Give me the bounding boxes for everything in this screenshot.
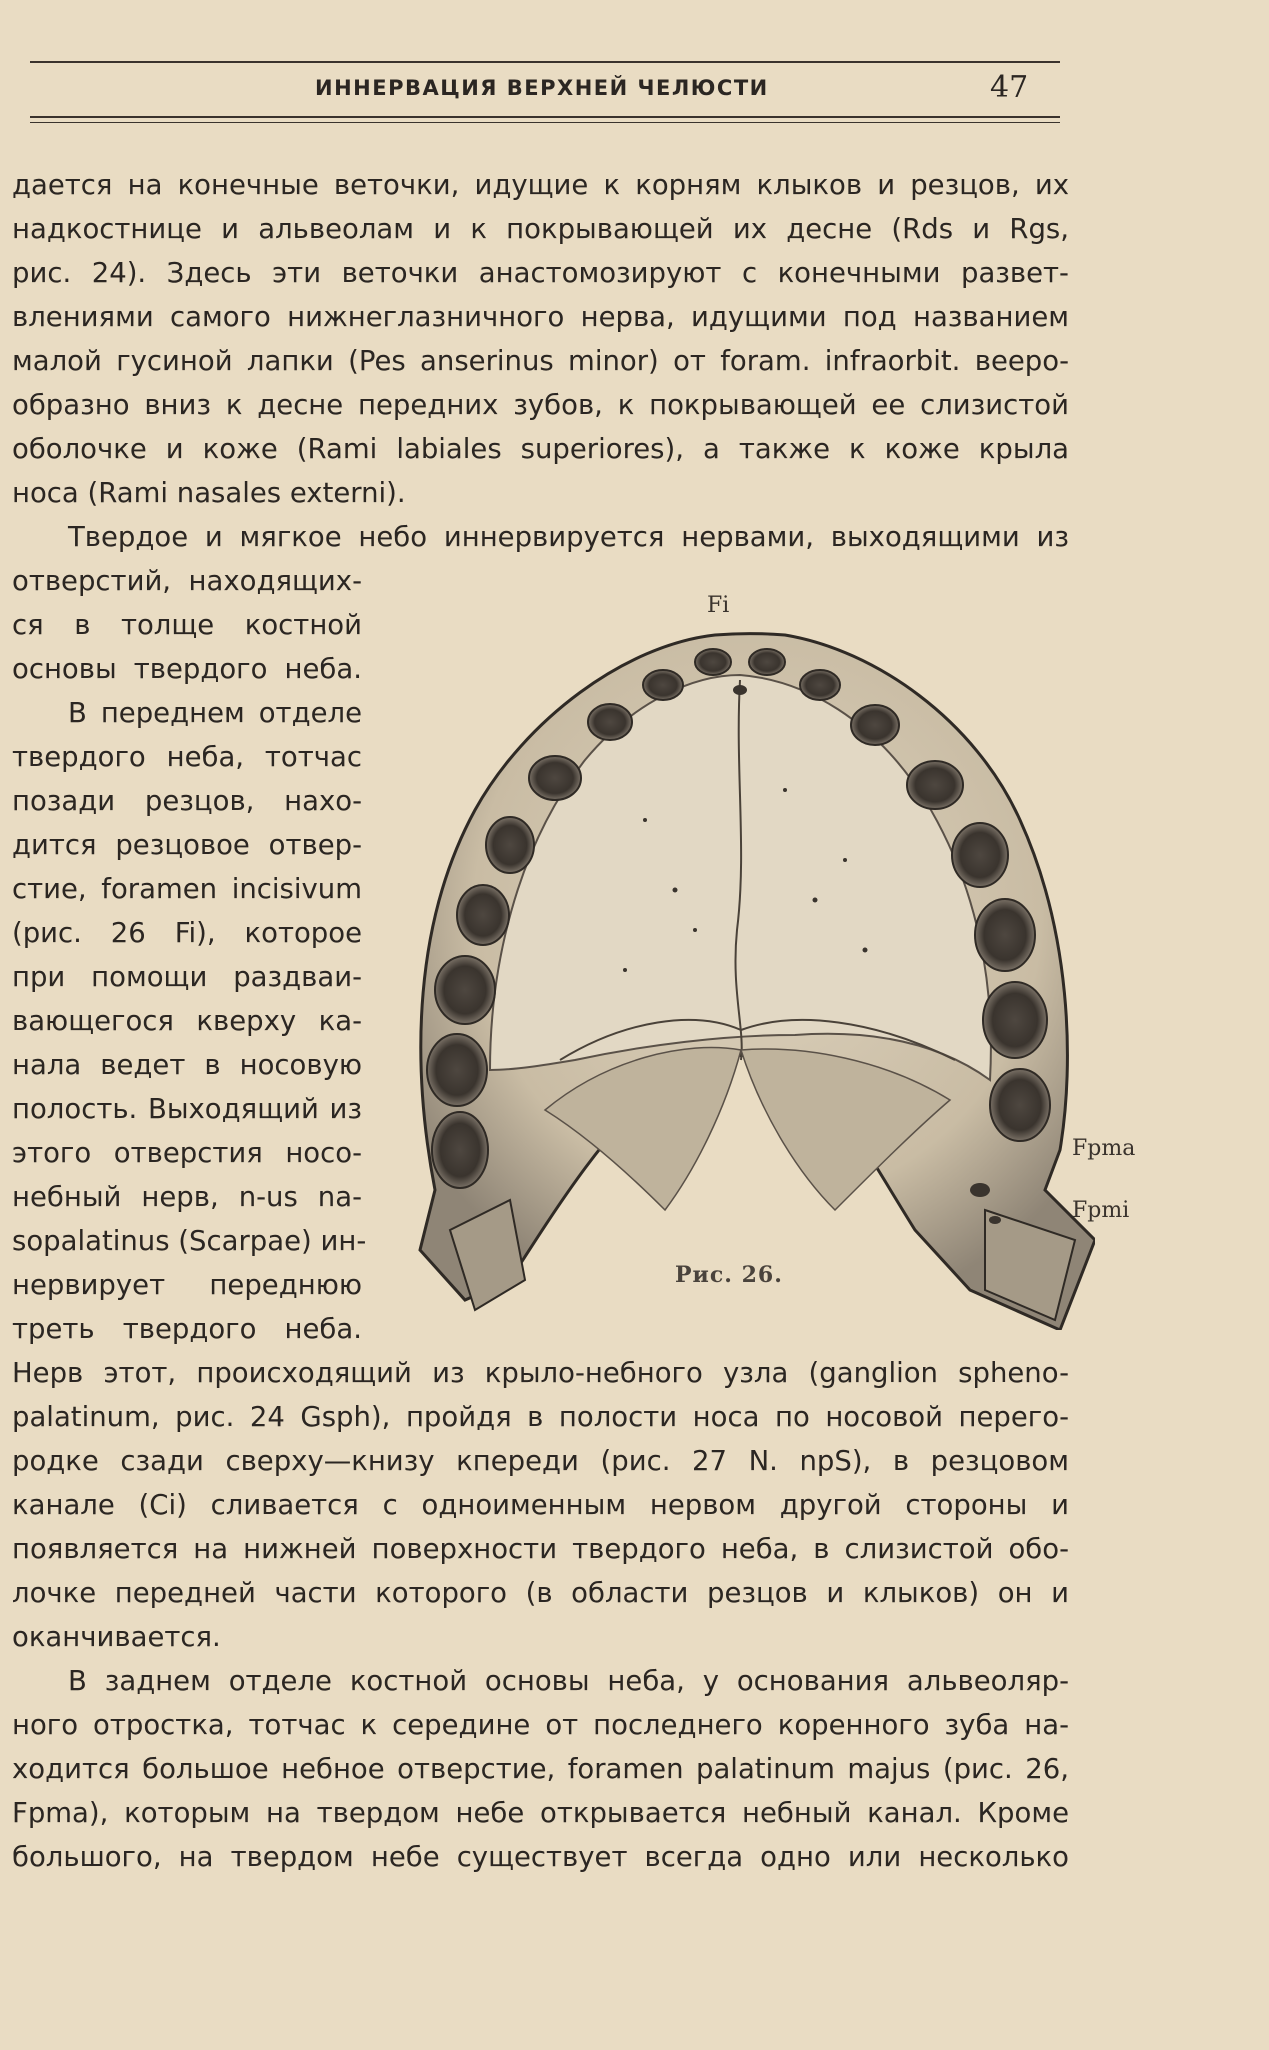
text-line: В переднем отделе — [68, 697, 362, 729]
text-line: дается на конечные веточки, идущие к корням клыков и резцов, их — [12, 169, 1069, 201]
text-line: отверстий, находящих- — [12, 565, 362, 597]
text-line: ходится большое небное отверстие, foramen palatinum majus (рис. 26, — [12, 1753, 1069, 1785]
text-line: стие, foramen incisivum — [12, 873, 362, 905]
socket — [435, 956, 495, 1024]
text-line: ся в толще костной — [12, 609, 362, 641]
text-line: оканчивается. — [12, 1621, 221, 1653]
text-line: оболочке и коже (Rami labiales superiores), а также к коже крыла — [12, 433, 1069, 465]
socket — [975, 899, 1035, 971]
socket — [588, 704, 632, 740]
incisive-foramen — [733, 685, 747, 695]
text-line: основы твердого неба. — [12, 653, 362, 685]
greater-palatine-foramen — [970, 1183, 990, 1197]
socket — [907, 761, 963, 809]
text-line: при помощи раздваи- — [12, 961, 362, 993]
text-line: образно вниз к десне передних зубов, к покрывающей ее слизистой — [12, 389, 1069, 421]
text-line: дится резцовое отвер- — [12, 829, 362, 861]
text-line: Твердое и мягкое небо иннервируется нервами, выходящими из — [68, 521, 1069, 553]
foramen-dot — [863, 948, 868, 953]
text-line: лочке передней части которого (в области резцов и клыков) он и — [12, 1577, 1069, 1609]
text-line: нервирует переднюю — [12, 1269, 362, 1301]
text-line: рис. 24). Здесь эти веточки анастомозируют с конечными развет- — [12, 257, 1069, 289]
socket — [749, 649, 785, 675]
text-line: влениями самого нижнеглазничного нерва, идущими под названием — [12, 301, 1069, 333]
socket — [486, 817, 534, 873]
running-header-title: ИННЕРВАЦИЯ ВЕРХНЕЙ ЧЕЛЮСТИ — [315, 76, 769, 100]
figure-label-fi: Fi — [707, 593, 730, 618]
text-line: palatinum, рис. 24 Gsph), пройдя в полости носа по носовой перего- — [12, 1401, 1069, 1433]
foramen-dot — [673, 888, 678, 893]
text-line: Нерв этот, происходящий из крыло-небного узла (ganglion spheno- — [12, 1357, 1069, 1389]
palate-illustration — [395, 590, 1095, 1330]
socket — [427, 1034, 487, 1106]
text-line: надкостнице и альвеолам и к покрывающей их десне (Rds и Rgs, — [12, 213, 1069, 245]
text-line: В заднем отделе костной основы неба, у основания альвеоляр- — [68, 1665, 1069, 1697]
text-line: появляется на нижней поверхности твердого неба, в слизистой обо- — [12, 1533, 1069, 1565]
text-line: родке сзади сверху—книзу кпереди (рис. 27 N. npS), в резцовом — [12, 1445, 1069, 1477]
text-line: носа (Rami nasales externi). — [12, 477, 406, 509]
foramen-dot — [623, 968, 627, 972]
foramen-dot — [693, 928, 697, 932]
socket — [851, 705, 899, 745]
text-line: sopalatinus (Scarpae) ин- — [12, 1225, 367, 1257]
socket — [643, 670, 683, 700]
text-line: полость. Выходящий из — [12, 1093, 362, 1125]
text-line: твердого неба, тотчас — [12, 741, 362, 773]
text-line: нала ведет в носовую — [12, 1049, 362, 1081]
foramen-dot — [783, 788, 787, 792]
text-line: небный нерв, n-us na- — [12, 1181, 362, 1213]
socket — [457, 885, 509, 945]
text-line: (рис. 26 Fi), которое — [12, 917, 362, 949]
foramen-dot — [813, 898, 818, 903]
socket — [529, 756, 581, 800]
socket — [983, 982, 1047, 1058]
lesser-palatine-foramen — [989, 1216, 1001, 1224]
socket — [432, 1112, 488, 1188]
text-line: большого, на твердом небе существует всегда одно или несколько — [12, 1841, 1069, 1873]
header-rule-top — [30, 61, 1060, 63]
header-rule-bottom-thin — [30, 122, 1060, 123]
foramen-dot — [843, 858, 847, 862]
page-number: 47 — [990, 70, 1029, 105]
text-line: Fpma), которым на твердом небе открывается небный канал. Кроме — [12, 1797, 1069, 1829]
text-line: этого отверстия носо- — [12, 1137, 362, 1169]
text-line: канале (Ci) сливается с одноименным нервом другой стороны и — [12, 1489, 1069, 1521]
foramen-dot — [643, 818, 647, 822]
socket — [990, 1069, 1050, 1141]
figure-label-fpma: Fpma — [1072, 1136, 1136, 1161]
text-line: вающегося кверху ка- — [12, 1005, 362, 1037]
figure-label-fpmi: Fpmi — [1072, 1198, 1130, 1223]
text-line: треть твердого неба. — [12, 1313, 362, 1345]
socket — [695, 649, 731, 675]
text-line: малой гусиной лапки (Pes anserinus minor) от foram. infraorbit. вееро- — [12, 345, 1069, 377]
socket — [952, 823, 1008, 887]
header-rule-bottom — [30, 116, 1060, 118]
text-line: ного отростка, тотчас к середине от последнего коренного зуба на- — [12, 1709, 1069, 1741]
socket — [800, 670, 840, 700]
figure-caption: Рис. 26. — [675, 1262, 783, 1288]
text-line: позади резцов, нахо- — [12, 785, 362, 817]
